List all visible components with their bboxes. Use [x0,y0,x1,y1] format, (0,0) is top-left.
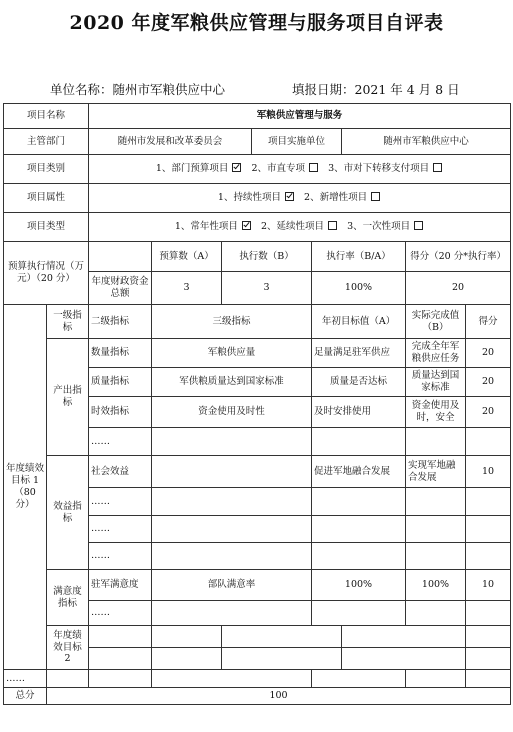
table-cell [466,488,511,516]
checkbox-checked-icon [242,221,251,230]
table-cell [312,516,406,543]
table-cell: 促进军地融合发展 [312,456,406,488]
header-level2: 二级指标 [89,305,152,339]
table-cell [152,456,312,488]
table-cell: 资金使用及时，安全 [406,397,466,428]
table-cell: …… [89,543,152,570]
table-cell [466,601,511,626]
category-option-3: 3、市对下转移支付项目 [328,163,443,174]
table-cell: 20 [466,397,511,428]
table-cell: 军粮供应量 [152,339,312,368]
table-cell [152,626,222,648]
table-cell: 驻军满意度 [89,570,152,601]
budget-header-rate: 执行率（B/A） [312,242,406,272]
satisfaction-label: 满意度指标 [47,570,89,626]
impl-label: 项目实施单位 [252,129,342,155]
checkbox-empty-icon [371,192,380,201]
table-cell: 资金使用及时性 [152,397,312,428]
table-cell [406,670,466,688]
header-level3: 三级指标 [152,305,312,339]
budget-value-score: 20 [406,272,511,305]
table-cell [89,626,152,648]
table-cell [342,626,466,648]
table-cell: 数量指标 [89,339,152,368]
table-cell: 100% [406,570,466,601]
table-cell [152,428,312,456]
total-value: 100 [47,688,511,705]
table-cell [152,516,312,543]
category-option-2: 2、市直专项 [251,163,319,174]
table-cell [312,543,406,570]
table-cell: 足量满足驻军供应 [312,339,406,368]
table-cell: 质量是否达标 [312,368,406,397]
table-cell [222,626,342,648]
table-cell: 时效指标 [89,397,152,428]
table-cell [312,428,406,456]
benefit-label: 效益指标 [47,456,89,570]
table-cell: 实现军地融合发展 [406,456,466,488]
table-cell [312,488,406,516]
table-cell [466,428,511,456]
type-option-3: 3、一次性项目 [347,221,424,232]
table-cell [47,670,89,688]
table-cell: 10 [466,456,511,488]
type-option-1: 1、常年性项目 [175,221,252,232]
table-cell [152,488,312,516]
table-cell: …… [89,601,152,626]
output-label: 产出指标 [47,339,89,456]
dept-value: 随州市发展和改革委员会 [89,129,252,155]
table-cell: 完成全年军粮供应任务 [406,339,466,368]
checkbox-checked-icon [285,192,294,201]
attribute-option-1: 1、持续性项目 [218,192,295,203]
budget-header-score: 得分（20 分*执行率） [406,242,511,272]
header-target: 年初目标值（A） [312,305,406,339]
goal2-ellipsis: …… [4,670,47,688]
table-cell [406,488,466,516]
category-options [89,155,511,184]
checkbox-empty-icon [309,163,318,172]
goal1-label: 年度绩效目标 1（80 分） [4,305,47,670]
table-cell [89,648,152,670]
attribute-options [89,184,511,213]
budget-header-b: 执行数（B） [222,242,312,272]
goal2-label: 年度绩效目标 2 [47,626,89,670]
project-name-label: 项目名称 [4,104,89,129]
budget-row-label: 年度财政资金总额 [89,272,152,305]
header-level1: 一级指标 [47,305,89,339]
header-score: 得分 [466,305,511,339]
table-cell: 部队满意率 [152,570,312,601]
checkbox-empty-icon [328,221,337,230]
category-label: 项目类别 [4,155,89,184]
table-cell: 100% [312,570,406,601]
table-cell [89,670,152,688]
table-cell [312,670,406,688]
table-cell: 20 [466,339,511,368]
budget-value-b: 3 [222,272,312,305]
table-cell: 质量达到国家标准 [406,368,466,397]
evaluation-table [3,103,511,705]
page-title: 2020 年度军粮供应管理与服务项目自评表 [69,12,444,34]
project-name: 军粮供应管理与服务 [89,104,511,129]
table-cell: …… [89,428,152,456]
table-cell [466,516,511,543]
table-cell: 及时安排使用 [312,397,406,428]
table-cell [466,648,511,670]
checkbox-empty-icon [414,221,423,230]
budget-value-a: 3 [152,272,222,305]
table-cell: 10 [466,570,511,601]
budget-label: 预算执行情况（万元）（20 分） [4,242,89,305]
table-cell [406,428,466,456]
attribute-label: 项目属性 [4,184,89,213]
table-cell [312,601,406,626]
table-cell [152,601,312,626]
table-cell: …… [89,488,152,516]
unit-name: 单位名称：随州市军粮供应中心 [50,82,226,97]
table-cell [152,648,222,670]
table-cell [406,516,466,543]
table-cell [406,601,466,626]
table-cell [152,670,312,688]
category-option-1: 1、部门预算项目 [156,163,243,174]
table-cell [152,543,312,570]
table-cell: 20 [466,368,511,397]
table-cell: 军供粮质量达到国家标准 [152,368,312,397]
total-label: 总分 [4,688,47,705]
impl-value: 随州市军粮供应中心 [342,129,511,155]
budget-blank-header [89,242,152,272]
table-cell [466,626,511,648]
table-cell [222,648,342,670]
table-cell: 社会效益 [89,456,152,488]
table-cell [406,543,466,570]
table-cell [466,670,511,688]
header-actual: 实际完成值（B） [406,305,466,339]
checkbox-checked-icon [232,163,241,172]
table-cell [466,543,511,570]
table-cell: 质量指标 [89,368,152,397]
type-label: 项目类型 [4,213,89,242]
type-options [89,213,511,242]
checkbox-empty-icon [433,163,442,172]
report-date: 填报日期：2021 年 4 月 8 日 [292,82,460,97]
type-option-2: 2、延续性项目 [261,221,338,232]
attribute-option-2: 2、新增性项目 [304,192,381,203]
dept-label: 主管部门 [4,129,89,155]
table-cell [342,648,466,670]
budget-value-rate: 100% [312,272,406,305]
budget-header-a: 预算数（A） [152,242,222,272]
table-cell: …… [89,516,152,543]
